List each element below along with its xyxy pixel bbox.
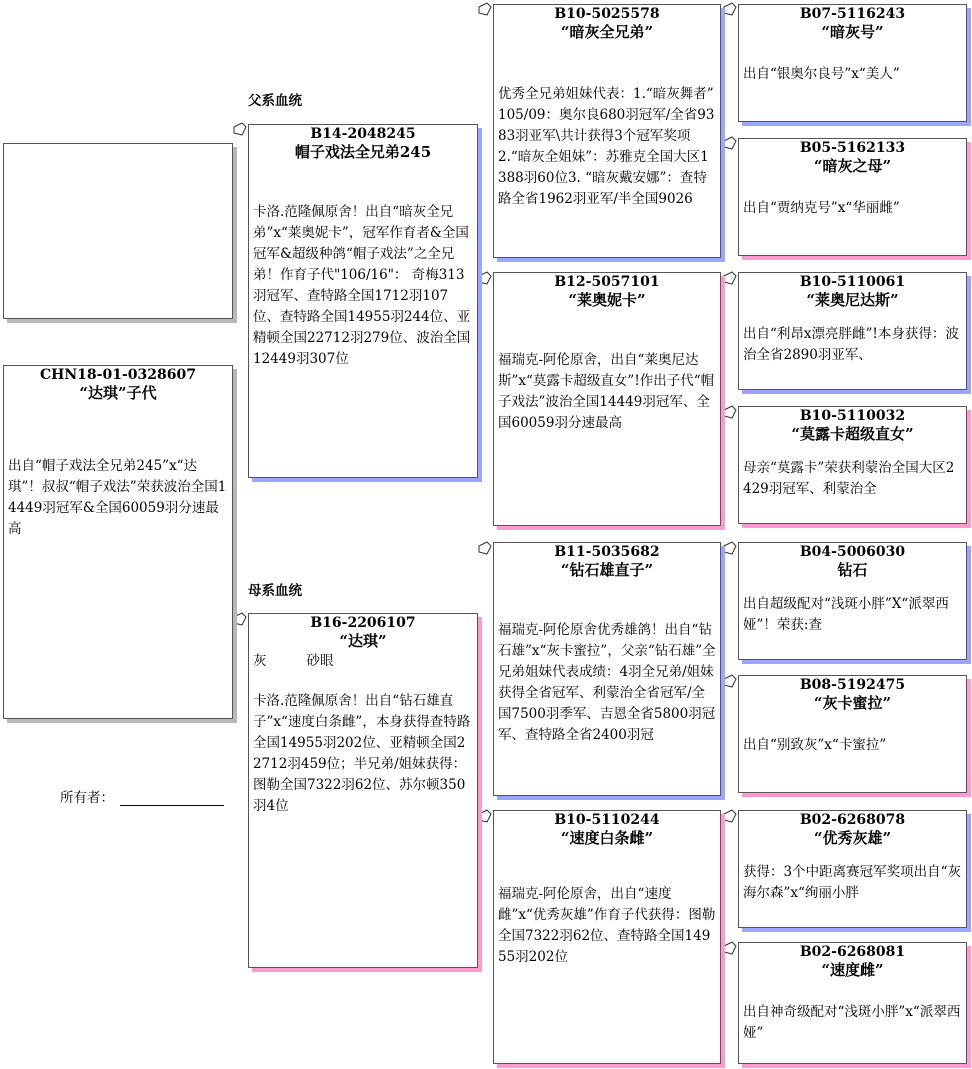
dam-desc: 卡洛.范隆佩原舍！出自“钻石雄直子”x“速度白条雌”，本身获得查特路全国14955羽202位、亚精顿全国22712羽459位；半兄弟/姐妹获得：图勒全国7322羽62位、苏尔顿350羽4位 bbox=[253, 693, 471, 814]
subject-desc: 出自“帽子戏法全兄弟245”x“达琪”！叔叔“帽子戏法”荣获波治全国14449羽冠军&全国60059羽分速最高 bbox=[8, 458, 227, 537]
sdd-name: “莫露卡超级直女” bbox=[791, 425, 914, 443]
sdd-ring: B10-5110032 bbox=[799, 408, 906, 424]
maternal-label: 母系血统 bbox=[248, 583, 302, 599]
dds-box bbox=[738, 810, 967, 928]
sss-name: “暗灰号” bbox=[821, 23, 884, 41]
sss-ring: B07-5116243 bbox=[799, 6, 906, 22]
ss-ring: B10-5025578 bbox=[554, 6, 660, 22]
sd-box bbox=[493, 272, 721, 526]
dss-box bbox=[738, 542, 967, 660]
sire-name: 帽子戏法全兄弟245 bbox=[294, 143, 432, 161]
ss-desc: 优秀全兄弟姐妹代表：1.“暗灰舞者” 105/09：奥尔良680羽冠军/全省9383羽亚军\共计获得3个冠军奖项2.“暗灰全姐妹”：苏雅克全国大区1388羽60位3. “暗灰戴安娜”：查特路全省1962羽亚军/半全国9026 bbox=[498, 86, 718, 207]
dam-eye: 砂眼 bbox=[306, 653, 334, 669]
sire-desc: 卡洛.范隆佩原舍！出自“暗灰全兄弟”x“莱奥妮卡”，冠军作育者&全国冠军&超级种鸽“帽子戏法”之全兄弟！作育子代"106/16"： 奇梅313羽冠军、查特路全国1712羽107位、查特路全国14955羽244位、亚精顿全国22712羽279位、波治全国12449羽307位 bbox=[253, 204, 471, 367]
dd-ring: B10-5110244 bbox=[554, 812, 660, 828]
ss-name: “暗灰全兄弟” bbox=[560, 23, 654, 41]
sd-ring: B12-5057101 bbox=[554, 274, 660, 290]
dam-color: 灰 bbox=[253, 653, 267, 669]
subject-box bbox=[3, 365, 233, 719]
ds-ring: B11-5035682 bbox=[554, 544, 660, 560]
dam-name: “达琪” bbox=[339, 632, 387, 650]
owner-line bbox=[120, 791, 224, 806]
paternal-label: 父系血统 bbox=[248, 93, 302, 109]
dd-box bbox=[493, 810, 721, 1064]
ddd-desc: 出自神奇级配对“浅斑小胖”x“派翠西娅” bbox=[743, 1004, 961, 1041]
dam-box bbox=[248, 613, 478, 968]
ss-box bbox=[493, 4, 721, 258]
ddd-ring: B02-6268081 bbox=[799, 944, 906, 960]
dds-desc: 获得：3个中距离赛冠军奖项出自“灰海尔森”x“绚丽小胖 bbox=[743, 864, 961, 901]
sd-name: “莱奥妮卡” bbox=[568, 291, 646, 309]
dds-ring: B02-6268078 bbox=[799, 812, 906, 828]
sds-box bbox=[738, 272, 967, 390]
dam-ring: B16-2206107 bbox=[310, 615, 416, 631]
dsd-box bbox=[738, 675, 967, 793]
dsd-desc: 出自“别致灰”x“卡蜜拉” bbox=[743, 737, 887, 753]
dds-name: “优秀灰雄” bbox=[813, 829, 892, 847]
ddd-name: “速度雌” bbox=[821, 961, 884, 979]
ddd-box bbox=[738, 942, 967, 1064]
dsd-ring: B08-5192475 bbox=[799, 677, 906, 693]
ssd-box bbox=[738, 138, 967, 256]
sdd-box bbox=[738, 406, 967, 524]
sds-desc: 出自“利昂x漂亮胖雌”!本身获得：波治全省2890羽亚军、 bbox=[743, 326, 959, 363]
ds-box bbox=[493, 542, 721, 796]
sdd-desc: 母亲“莫露卡”荣获利蒙治全国大区2429羽冠军、利蒙治全 bbox=[743, 460, 955, 497]
ds-name: “钻石雄直子” bbox=[560, 561, 654, 579]
subject-ring: CHN18-01-0328607 bbox=[40, 367, 196, 383]
dd-desc: 福瑞克-阿伦原舍，出自“速度雌”x“优秀灰雄”作育子代获得：图勒全国7322羽62位、查特路全国14955羽202位 bbox=[498, 886, 716, 965]
sds-ring: B10-5110061 bbox=[799, 274, 906, 290]
owner-label: 所有者： bbox=[60, 790, 114, 806]
dd-name: “速度白条雌” bbox=[560, 829, 654, 847]
sss-box bbox=[738, 4, 967, 122]
photo-box bbox=[3, 143, 233, 319]
sds-name: “莱奥尼达斯” bbox=[806, 291, 899, 309]
dss-ring: B04-5006030 bbox=[799, 544, 906, 560]
sd-desc: 福瑞克-阿伦原舍，出自“莱奥尼达斯”x“莫露卡超级直女”!作出子代“帽子戏法”波治全国14449羽冠军、全国60059羽分速最高 bbox=[498, 352, 715, 431]
sss-desc: 出自“银奥尔良号”x“美人” bbox=[743, 66, 900, 82]
dam-color-eye bbox=[249, 651, 477, 672]
ds-desc: 福瑞克-阿伦原舍优秀雄鸽！出自“钻石雄”x“灰卡蜜拉”，父亲“钻石雄”全兄弟姐妹代表成绩：4羽全兄弟/姐妹获得全省冠军、利蒙治全省冠军/全国7500羽季军、吉恩全省5800羽冠军、查特路全省2400羽冠 bbox=[498, 622, 716, 743]
dsd-name: “灰卡蜜拉” bbox=[813, 694, 892, 712]
subject-name: “达琪”子代 bbox=[79, 384, 157, 402]
dss-name: 钻石 bbox=[837, 561, 868, 579]
sire-box bbox=[248, 124, 478, 478]
ssd-desc: 出自“贾纳克号”x“华丽雌” bbox=[743, 200, 900, 216]
dss-desc: 出自超级配对“浅斑小胖”X“派翠西娅”！荣获:查 bbox=[743, 596, 949, 633]
ssd-ring: B05-5162133 bbox=[799, 140, 906, 156]
ssd-name: “暗灰之母” bbox=[813, 157, 892, 175]
owner-field bbox=[60, 786, 224, 806]
sire-ring: B14-2048245 bbox=[310, 126, 416, 142]
